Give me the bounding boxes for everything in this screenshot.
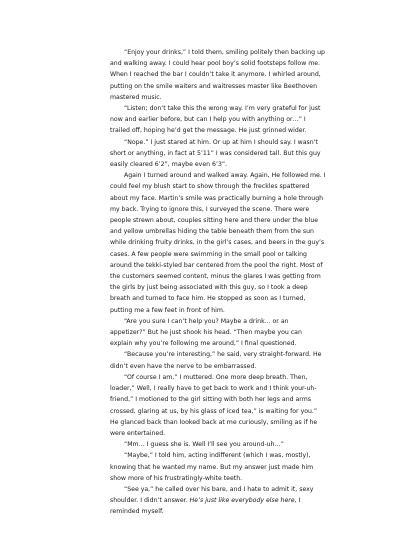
paragraph-7: “Of course I am,” I muttered. One more deep breath. Then, loader,” Well, I really have to get back to work and I think your-uh-friend,” I motioned to the girl sitting with both her legs and arms crossed, glaring at us, by his glass of iced tea,” is waiting for you.” He glanced back than looked back at me curiously, smiling as if he were entertained.	[110, 373, 318, 437]
story-text	[110, 47, 326, 518]
paragraph-10-text-end: , I reminded myself.	[110, 497, 301, 516]
paragraph-1: “Enjoy your drinks,” I told them, smiling politely then backing up and walking away. I could hear pool boy’s solid footsteps follow me. When I reached the bar I couldn’t take it anymore. I whirled around, putting on the smile waiters and waitresses master like Beethoven mastered music.	[110, 49, 325, 101]
paragraph-2: “Listen; don’t take this the wrong way. I’m very grateful for just now and earlier before, but can I help you with anything or…” I trailed off, hoping he’d get the message. He just grinned wider.	[110, 105, 321, 135]
paragraph-10	[110, 484, 326, 518]
paragraph-3: “Nope.” I just stared at him. Or up at him I should say. I wasn’t short or anything, in fact at 5’11” I was considered tall. But this guy easily cleared 6’2”, maybe even 6’3”.	[110, 138, 321, 169]
paragraph-10-italic-text: He’s just like everybody else here	[189, 497, 295, 505]
paragraph-6: “Because you’re interesting,” he said, very straight-forward. He didn’t even have the nerve to be embarrassed.	[110, 351, 322, 370]
paragraph-8: “Mm… I guess she is. Well I’ll see you around-uh…”	[124, 441, 284, 449]
paragraph-4: Again I turned around and walked away. Again, He followed me. I could feel my blush start to show through the freckles spattered about my face. Martin’s smile was practically burning a hole through my back. Trying to ignore this, I surveyed the scene. There were people strewn about, couples sitting here and there under the blue and yellow umbrellas hiding the table beneath them from the sun while drinking fruity drinks, in the girl’s cases, and beers in the guy’s cases. A few people were swimming in the small pool or talking around the tekki-styled bar centered from the pool the right. Most of the customers seemed content, minus the glares I was getting from the girls by just being associated with this guy, so I took a deep breath and turned to face him. He stopped as soon as I turned, putting me a few feet in front of him.	[110, 172, 326, 314]
paragraph-5: “Are you sure I can’t help you? Maybe a drink... or an appetizer?” But he just shook his head. “Then maybe you can explain why you’re following me around,” I final questioned.	[110, 317, 302, 348]
paragraph-10-text: “See ya,” he called over his bare, and I hate to admit it, sexy shoulder. I didn’t answer.	[110, 485, 314, 505]
paragraph-9: “Maybe,” I told him, acting indifferent (which I was, mostly), knowing that he wanted my name. But my answer just made him show more of his frustratingly-white teeth.	[110, 452, 314, 482]
